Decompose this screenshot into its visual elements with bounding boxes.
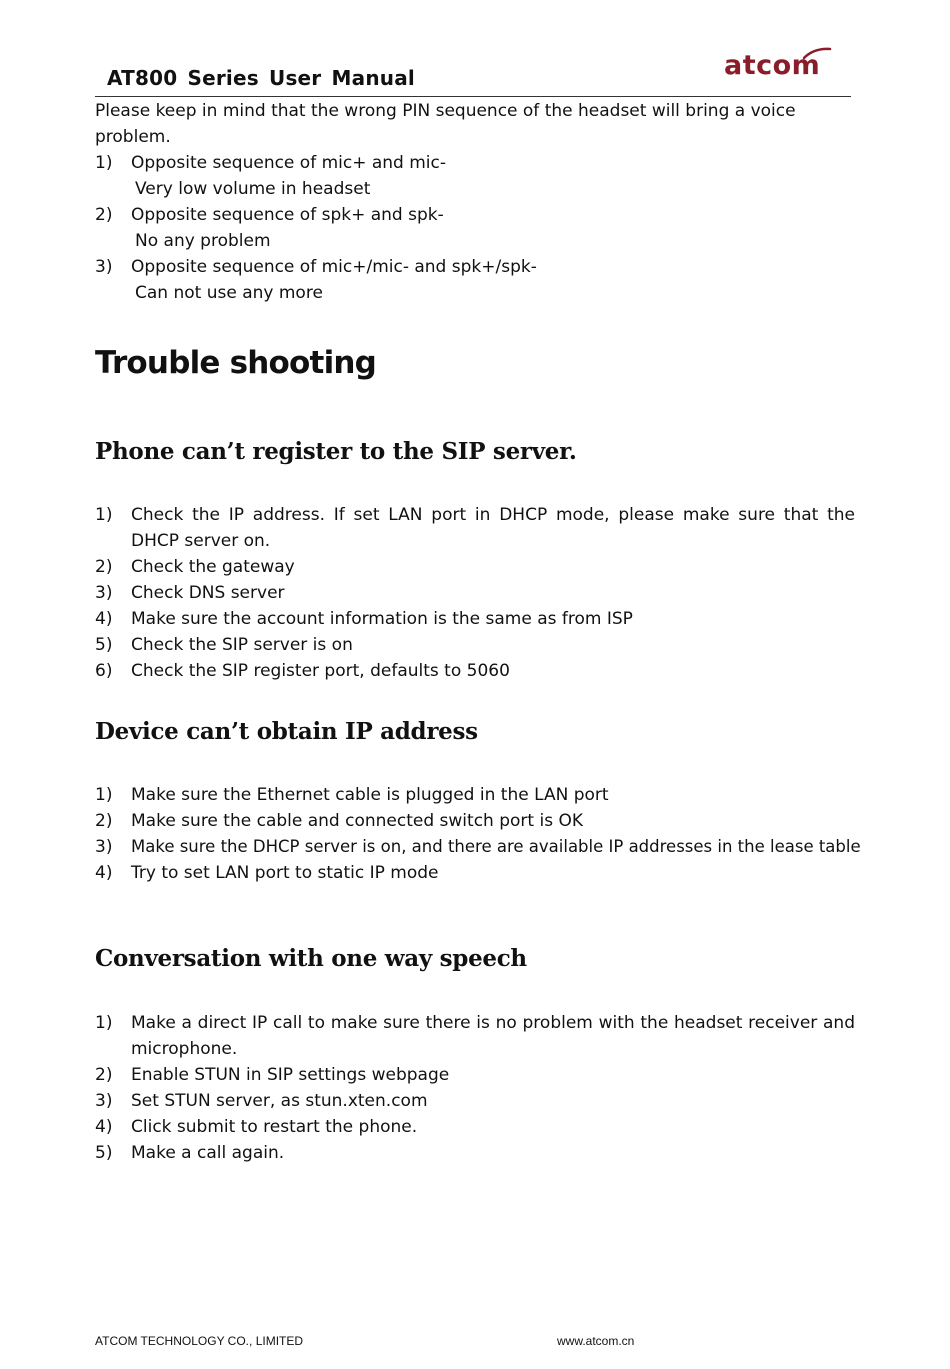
list-number: 2) — [95, 1065, 113, 1085]
list-number: 5) — [95, 635, 113, 655]
list-number: 3) — [95, 257, 113, 277]
list-text: Make sure the Ethernet cable is plugged in the LAN port — [131, 785, 609, 805]
list-text: Check the IP address. If set LAN port in DHCP mode, please make sure that the DHCP server on. — [131, 505, 855, 551]
section-heading-sip-register: Phone can’t register to the SIP server. — [95, 438, 577, 465]
list-text: Check the SIP register port, defaults to 5060 — [131, 661, 510, 681]
list-item — [95, 606, 855, 632]
list-number: 4) — [95, 863, 113, 883]
list-number: 3) — [95, 837, 113, 857]
manual-title: AT800 Series User Manual — [107, 66, 415, 90]
list-subtext: Can not use any more — [135, 283, 323, 303]
list-number: 6) — [95, 661, 113, 681]
list-item — [95, 658, 855, 684]
list-item — [95, 554, 855, 580]
list-item — [95, 632, 855, 658]
list-item — [95, 1062, 855, 1088]
list-text: Make sure the account information is the same as from ISP — [131, 609, 633, 629]
section-title: Trouble shooting — [95, 345, 377, 381]
list-item — [95, 580, 855, 606]
list-item — [95, 1010, 855, 1062]
list-number: 5) — [95, 1143, 113, 1163]
logo-wordmark: atcom — [724, 50, 821, 81]
section-heading-one-way-speech: Conversation with one way speech — [95, 945, 527, 972]
intro-block — [95, 98, 855, 306]
list-item — [95, 254, 855, 280]
list-subtext: Very low volume in headset — [135, 179, 371, 199]
list-number: 4) — [95, 1117, 113, 1137]
list-number: 1) — [95, 505, 113, 525]
list-text: Opposite sequence of mic+ and mic- — [131, 153, 447, 173]
section-heading-ip-address: Device can’t obtain IP address — [95, 718, 478, 745]
atcom-logo — [724, 46, 832, 82]
list-text: Enable STUN in SIP settings webpage — [131, 1065, 450, 1085]
list-text: Set STUN server, as stun.xten.com — [131, 1091, 428, 1111]
intro-paragraph: Please keep in mind that the wrong PIN sequence of the headset will bring a voice problem. — [95, 101, 796, 147]
list-number: 3) — [95, 1091, 113, 1111]
list-text: Check DNS server — [131, 583, 285, 603]
list-text: Click submit to restart the phone. — [131, 1117, 418, 1137]
list-number: 2) — [95, 811, 113, 831]
list-number: 4) — [95, 609, 113, 629]
one-way-speech-list — [95, 1010, 855, 1166]
list-text: Make a direct IP call to make sure there is no problem with the headset receiver and microphone. — [131, 1013, 855, 1059]
list-subtext: No any problem — [135, 231, 271, 251]
header-divider — [95, 96, 851, 97]
list-number: 1) — [95, 153, 113, 173]
list-text: Try to set LAN port to static IP mode — [131, 863, 439, 883]
list-text: Check the SIP server is on — [131, 635, 353, 655]
list-item — [95, 808, 855, 834]
list-item — [95, 860, 855, 886]
list-item — [95, 1114, 855, 1140]
logo-swoosh-icon — [802, 46, 832, 60]
list-item — [95, 782, 855, 808]
list-text: Make sure the cable and connected switch port is OK — [131, 811, 583, 831]
list-text: Make sure the DHCP server is on, and there are available IP addresses in the lease table — [131, 837, 861, 856]
list-text: Opposite sequence of spk+ and spk- — [131, 205, 444, 225]
list-item — [95, 1088, 855, 1114]
list-number: 2) — [95, 557, 113, 577]
list-number: 2) — [95, 205, 113, 225]
list-number: 1) — [95, 1013, 113, 1033]
footer-website: www.atcom.cn — [557, 1334, 635, 1348]
list-item — [95, 150, 855, 176]
list-item — [95, 502, 855, 554]
list-text: Opposite sequence of mic+/mic- and spk+/spk- — [131, 257, 537, 277]
sip-register-list — [95, 502, 855, 684]
list-number: 1) — [95, 785, 113, 805]
footer-company: ATCOM TECHNOLOGY CO., LIMITED — [95, 1334, 304, 1348]
ip-address-list — [95, 782, 861, 886]
list-item — [95, 1140, 855, 1166]
list-number: 3) — [95, 583, 113, 603]
list-text: Make a call again. — [131, 1143, 285, 1163]
list-text: Check the gateway — [131, 557, 295, 577]
list-item — [95, 834, 861, 860]
list-item — [95, 202, 855, 228]
